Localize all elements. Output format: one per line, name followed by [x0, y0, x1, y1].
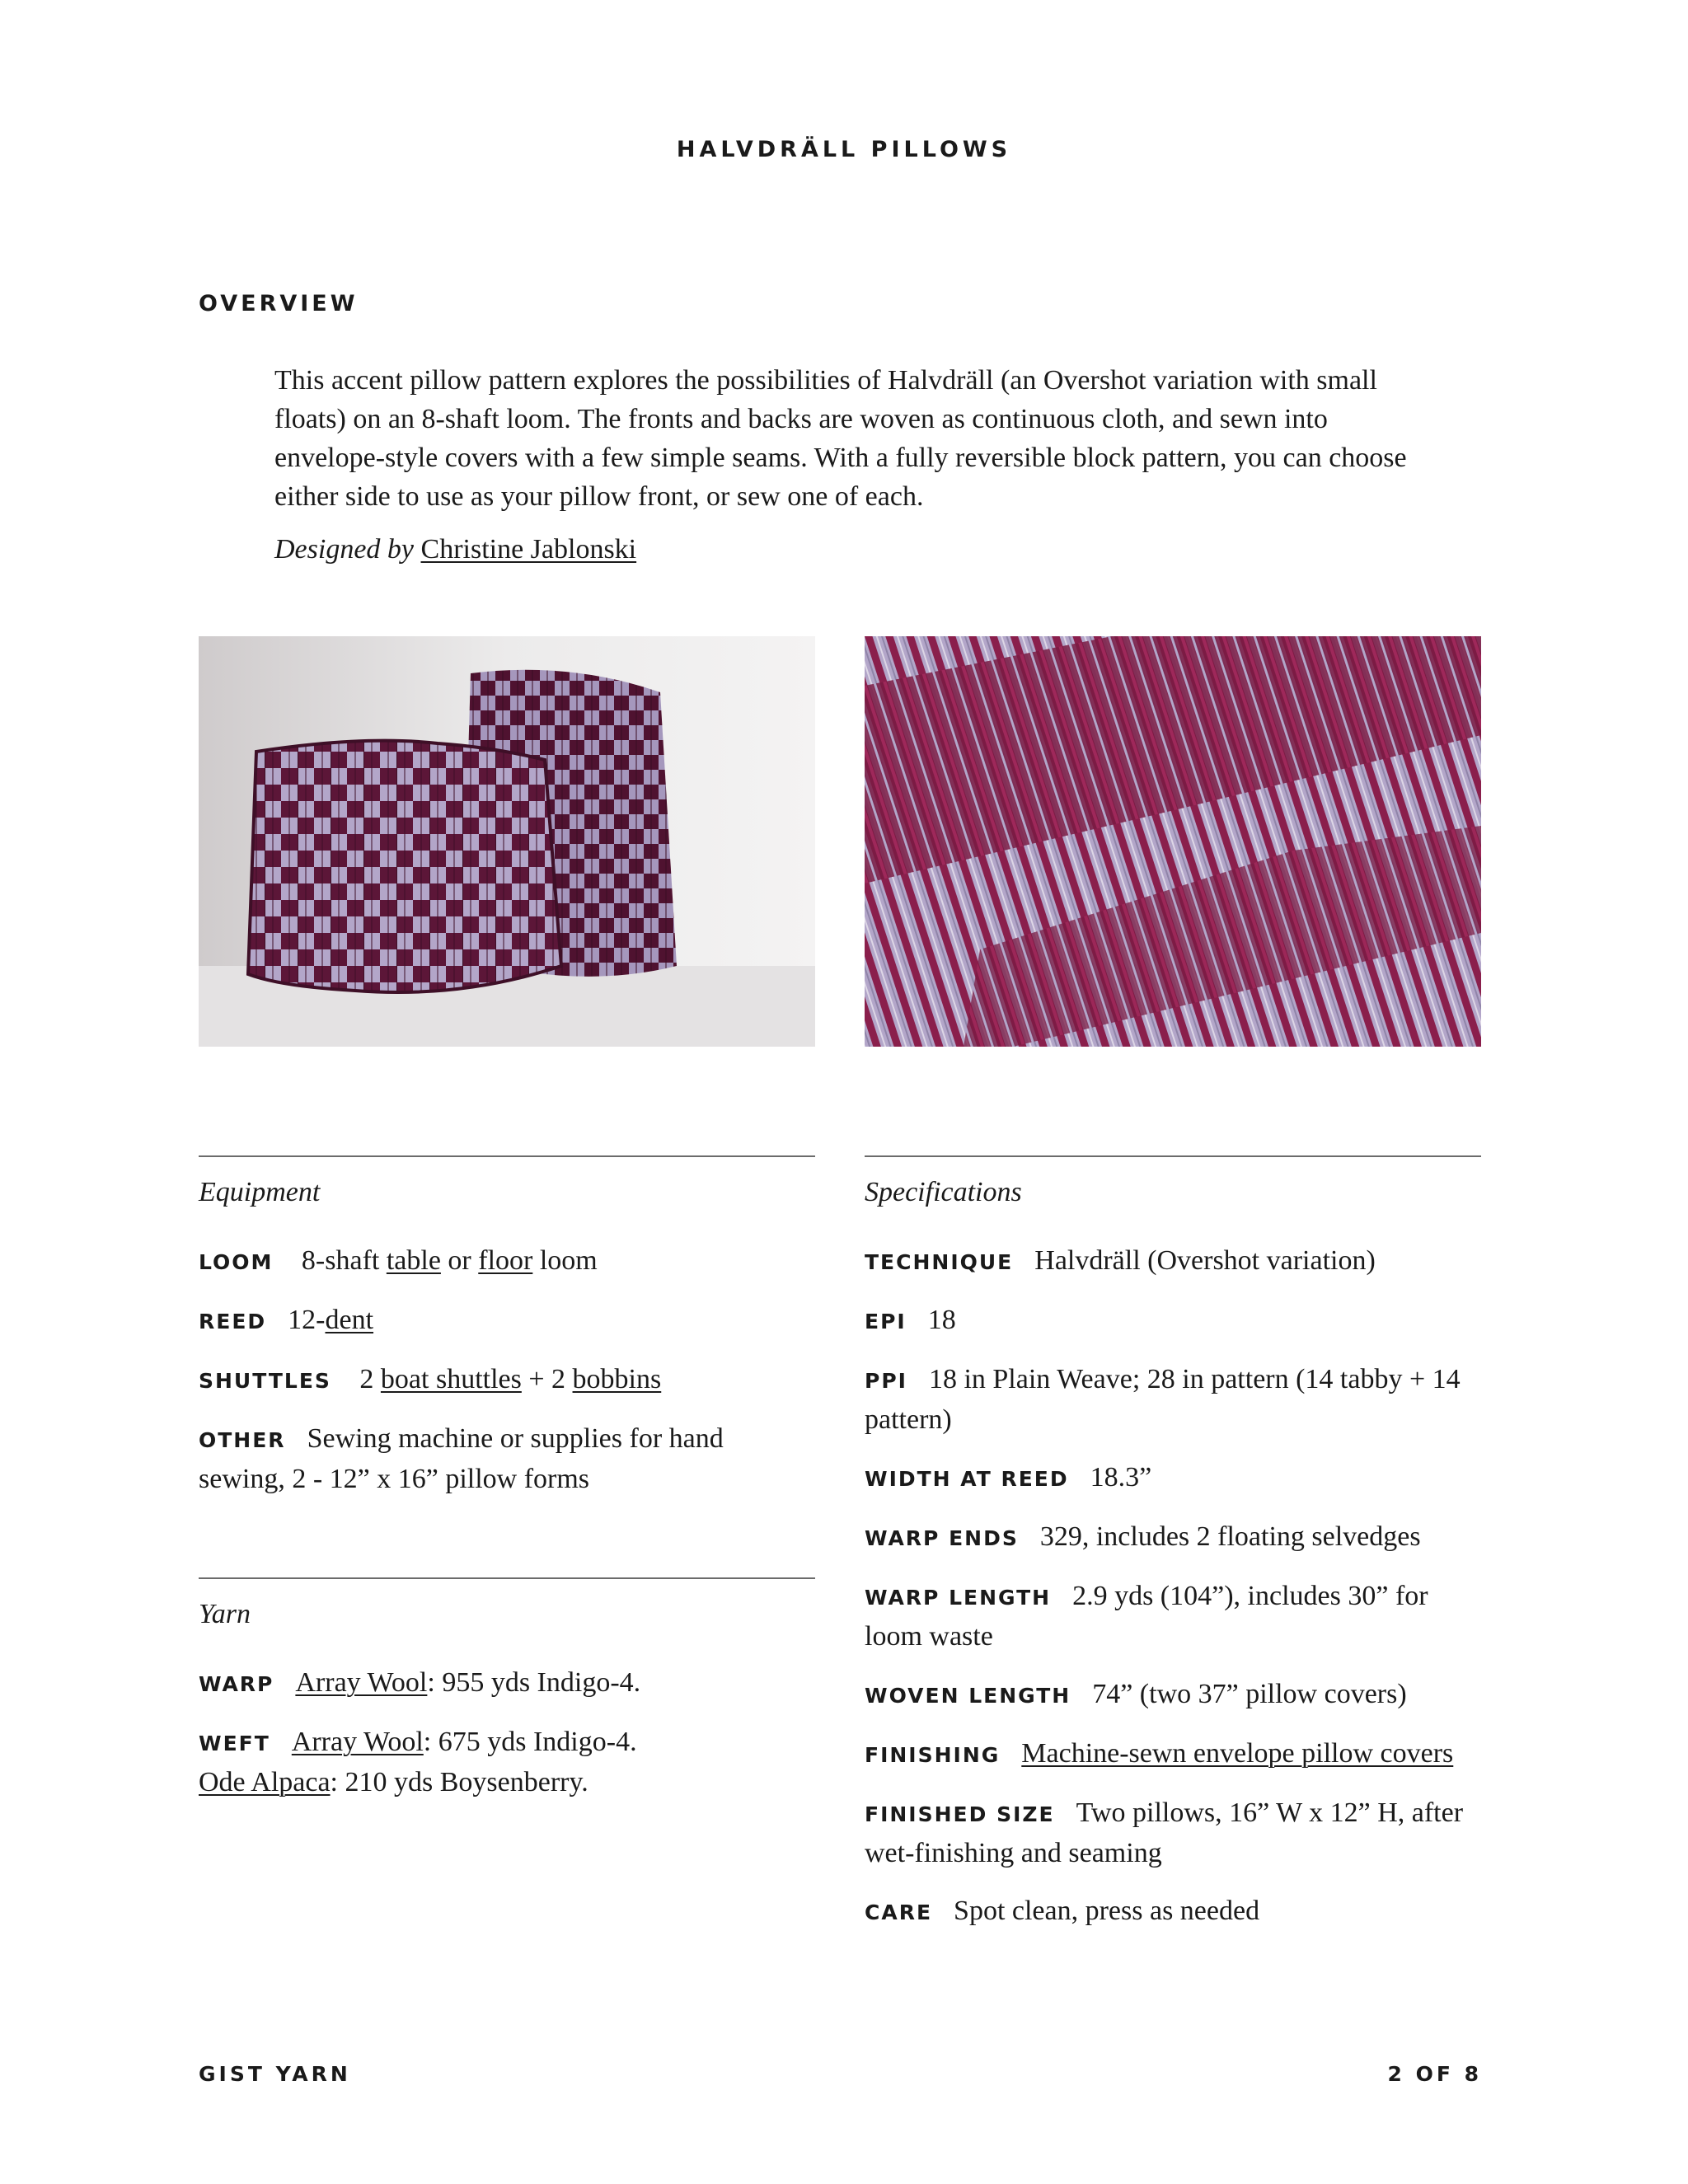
overview-description — [274, 361, 1445, 516]
floor-loom-link[interactable]: floor — [478, 1245, 533, 1276]
ppi-label: PPI — [865, 1369, 907, 1393]
reed-row — [199, 1301, 815, 1341]
loom-label: LOOM — [199, 1250, 274, 1274]
overview-text: This accent pillow pattern explores the possibilities of Halvdräll (an Overshot variation with small floats) on an 8-shaft loom. The fronts and backs are woven as continuous cloth, and sewn into envelope-style covers with a few simple seams. With a fully reversible block pattern, you can choose either side to use as your pillow front, or sew one of each. — [274, 365, 1407, 512]
width-at-reed-row — [865, 1458, 1481, 1498]
overview-heading: OVERVIEW — [199, 291, 359, 316]
loom-suffix-text: loom — [539, 1245, 598, 1276]
technique-label: TECHNIQUE — [865, 1250, 1014, 1274]
equipment-section — [199, 1155, 815, 1517]
designed-by-label: Designed by — [274, 534, 415, 565]
finished-size-label: FINISHED SIZE — [865, 1802, 1055, 1826]
equipment-heading: Equipment — [199, 1177, 321, 1207]
woven-length-row — [865, 1675, 1481, 1715]
ppi-value: 18 in Plain Weave; 28 in pattern (14 tabby + 14 pattern) — [865, 1364, 1461, 1435]
pillows-photo — [199, 636, 815, 1047]
finished-size-row — [865, 1793, 1481, 1872]
fabric-closeup-image — [865, 636, 1481, 1047]
reed-text: 12- — [288, 1305, 326, 1335]
finished-size-value: Two pillows, 16” W x 12” H, after wet-finishing and seaming — [865, 1797, 1464, 1868]
warp-length-row — [865, 1577, 1481, 1656]
warp-yarn-amount: : 955 yds Indigo-4. — [427, 1667, 641, 1698]
epi-label: EPI — [865, 1310, 907, 1333]
ppi-row — [865, 1360, 1481, 1439]
specifications-section — [865, 1155, 1481, 1951]
dent-link[interactable]: dent — [325, 1305, 374, 1335]
shuttles-label: SHUTTLES — [199, 1369, 331, 1393]
weft-yarn-amount-2: : 210 yds Boysenberry. — [330, 1767, 588, 1797]
designer-link[interactable]: Christine Jablonski — [420, 534, 637, 565]
loom-text: 8-shaft — [301, 1245, 380, 1276]
table-loom-link[interactable]: table — [386, 1245, 441, 1276]
other-row — [199, 1419, 815, 1498]
footer-page-number: 2 OF 8 — [1387, 2062, 1482, 2086]
technique-row — [865, 1241, 1481, 1282]
specifications-heading: Specifications — [865, 1177, 1022, 1207]
epi-value: 18 — [927, 1305, 956, 1335]
loom-or-text: or — [448, 1245, 471, 1276]
other-label: OTHER — [199, 1428, 286, 1452]
page-title: HALVDRÄLL PILLOWS — [676, 137, 1012, 162]
finishing-link[interactable]: Machine-sewn envelope pillow covers — [1021, 1738, 1454, 1769]
care-label: CARE — [865, 1900, 933, 1924]
care-value: Spot clean, press as needed — [954, 1896, 1260, 1926]
epi-row — [865, 1301, 1481, 1341]
bobbins-link[interactable]: bobbins — [572, 1364, 662, 1394]
yarn-heading: Yarn — [199, 1599, 251, 1629]
shuttles-count: 2 — [359, 1364, 374, 1394]
designer-credit — [274, 534, 636, 565]
weft-array-wool-link[interactable]: Array Wool — [291, 1727, 424, 1757]
finishing-row — [865, 1734, 1481, 1774]
care-row — [865, 1891, 1481, 1932]
weft-yarn-row — [199, 1722, 815, 1802]
warp-ends-label: WARP ENDS — [865, 1526, 1019, 1550]
reed-label: REED — [199, 1310, 267, 1333]
warp-yarn-row — [199, 1663, 815, 1704]
technique-value: Halvdräll (Overshot variation) — [1034, 1245, 1376, 1276]
warp-length-label: WARP LENGTH — [865, 1586, 1052, 1610]
width-at-reed-value: 18.3” — [1090, 1462, 1152, 1493]
warp-array-wool-link[interactable]: Array Wool — [295, 1667, 428, 1698]
footer-brand: GIST YARN — [199, 2062, 351, 2086]
warp-ends-row — [865, 1517, 1481, 1558]
shuttles-row — [199, 1360, 815, 1400]
shuttles-plus-text: + 2 — [528, 1364, 566, 1394]
ode-alpaca-link[interactable]: Ode Alpaca — [199, 1767, 331, 1797]
other-value: Sewing machine or supplies for hand sewing, 2 - 12” x 16” pillow forms — [199, 1423, 724, 1494]
yarn-section — [199, 1577, 815, 1821]
boat-shuttles-link[interactable]: boat shuttles — [380, 1364, 522, 1394]
fabric-closeup-photo — [865, 636, 1481, 1047]
warp-length-value: 2.9 yds (104”), includes 30” for loom waste — [865, 1581, 1428, 1652]
loom-row — [199, 1241, 815, 1282]
weft-label: WEFT — [199, 1732, 270, 1755]
warp-ends-value: 329, includes 2 floating selvedges — [1039, 1521, 1421, 1552]
weft-yarn-amount-1: : 675 yds Indigo-4. — [423, 1727, 637, 1757]
warp-label: WARP — [199, 1672, 274, 1696]
woven-length-label: WOVEN LENGTH — [865, 1684, 1071, 1708]
finishing-label: FINISHING — [865, 1743, 1001, 1767]
width-at-reed-label: WIDTH AT REED — [865, 1467, 1069, 1491]
woven-length-value: 74” (two 37” pillow covers) — [1092, 1679, 1407, 1709]
pillows-image — [199, 636, 815, 1047]
